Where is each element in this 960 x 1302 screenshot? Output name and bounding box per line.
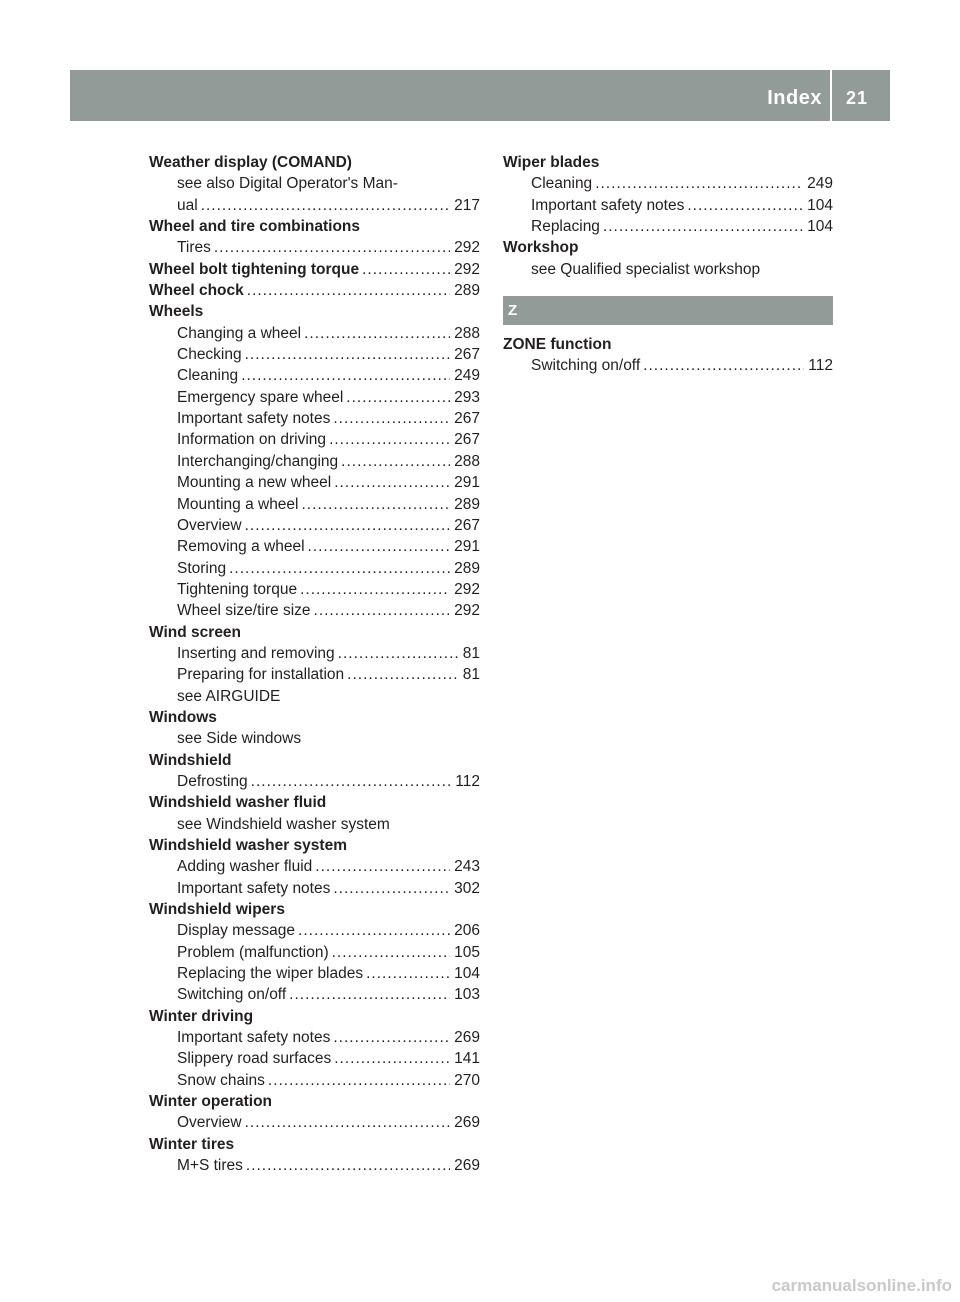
index-entry-label: Switching on/off [177, 986, 287, 1004]
index-entry-page: 291 [454, 474, 480, 492]
index-heading: Wiper blades [503, 154, 600, 171]
index-entry-page: 269 [454, 1114, 480, 1132]
dot-leader [245, 1112, 451, 1133]
index-entry-page: 206 [454, 922, 480, 940]
index-entry[interactable] [149, 195, 480, 216]
page-title: Index [767, 87, 822, 109]
dot-leader [334, 472, 450, 493]
index-entry-page: 269 [454, 1157, 480, 1175]
index-entry[interactable] [503, 173, 833, 194]
index-entry[interactable] [149, 1112, 480, 1133]
index-entry[interactable] [149, 259, 480, 280]
index-entry[interactable] [149, 365, 480, 386]
index-entry-label: Defrosting [177, 772, 248, 790]
index-entry-page: 267 [454, 346, 480, 364]
index-entry-label: Cleaning [177, 367, 239, 385]
dot-leader [332, 942, 451, 963]
index-entry-page: 103 [454, 986, 480, 1004]
index-entry-label: M+S tires [177, 1157, 243, 1175]
index-entry-label: Important safety notes [531, 196, 685, 214]
index-entry-label: Overview [177, 1114, 242, 1132]
dot-leader [595, 173, 803, 194]
index-entry[interactable] [149, 515, 480, 536]
index-entry[interactable] [503, 355, 833, 376]
index-entry-label: Tightening torque [177, 580, 298, 598]
index-entry[interactable] [149, 429, 480, 450]
index-entry[interactable] [149, 579, 480, 600]
index-heading: Weather display (COMAND) [149, 154, 352, 171]
index-entry-page: 112 [808, 357, 833, 375]
dot-leader [346, 387, 450, 408]
index-entry-page: 289 [454, 282, 480, 300]
index-heading: Wheels [149, 303, 204, 321]
index-entry-page: 104 [807, 196, 833, 214]
index-entry-label: Preparing for installation [177, 666, 345, 684]
dot-leader [347, 664, 459, 685]
index-entry-label: Emergency spare wheel [177, 388, 344, 406]
index-entry-label: Changing a wheel [177, 324, 302, 342]
index-entry[interactable] [149, 771, 480, 792]
index-heading: Workshop [503, 239, 579, 257]
index-entry-page: 267 [454, 516, 480, 534]
index-entry-label: Interchanging/changing [177, 452, 339, 470]
dot-leader [333, 408, 450, 429]
dot-leader [334, 1048, 450, 1069]
dot-leader [687, 195, 803, 216]
index-entry-page: 104 [454, 965, 480, 983]
index-entry[interactable] [149, 237, 480, 258]
index-entry-page: 112 [455, 772, 480, 790]
index-entry-page: 269 [454, 1029, 480, 1047]
index-heading: Wind screen [149, 623, 242, 641]
dot-leader [229, 558, 450, 579]
index-entry-label: Wheel size/tire size [177, 602, 311, 620]
page-number: 21 [845, 88, 868, 108]
dot-leader [338, 643, 459, 664]
dot-leader [643, 355, 804, 376]
index-see-also: see Windshield washer system [177, 815, 390, 833]
index-entry[interactable] [149, 878, 480, 899]
index-entry-label: Display message [177, 922, 296, 940]
index-entry-label: Switching on/off [531, 357, 641, 375]
dot-leader [302, 494, 451, 515]
index-entry[interactable] [149, 1155, 480, 1176]
index-entry[interactable] [149, 920, 480, 941]
dot-leader [241, 365, 450, 386]
index-entry-label: Storing [177, 559, 227, 577]
index-entry-page: 292 [454, 260, 480, 278]
index-entry-page: 292 [454, 239, 480, 257]
header-bar [70, 70, 890, 121]
index-entry[interactable] [149, 984, 480, 1005]
dot-leader [289, 984, 450, 1005]
index-entry-page: 288 [454, 452, 480, 470]
index-entry-label: Removing a wheel [177, 538, 305, 556]
dot-leader [315, 856, 450, 877]
index-entry[interactable] [149, 963, 480, 984]
dot-leader [366, 963, 450, 984]
index-heading: Winter driving [149, 1007, 254, 1025]
index-entry[interactable] [149, 536, 480, 557]
index-entry-label: ual [177, 196, 198, 214]
dot-leader [300, 579, 450, 600]
watermark: carmanualsonline.info [771, 1276, 952, 1295]
index-entry-page: 81 [462, 666, 480, 684]
index-entry-label: Replacing the wiper blades [177, 965, 364, 983]
index-entry-label: Mounting a new wheel [177, 474, 332, 492]
dot-leader [329, 429, 450, 450]
index-heading: Windshield [149, 751, 232, 769]
index-entry[interactable] [149, 280, 480, 301]
index-entry-page: 293 [454, 388, 480, 406]
index-entry-label: Cleaning [531, 175, 593, 193]
index-entry-page: 289 [454, 559, 480, 577]
dot-leader [201, 195, 450, 216]
index-entry-label: Important safety notes [177, 410, 331, 428]
dot-leader [268, 1070, 450, 1091]
index-see-also: see also Digital Operator's Man- [177, 175, 398, 193]
index-entry[interactable] [149, 1027, 480, 1048]
index-see-also: see AIRGUIDE [177, 687, 281, 705]
index-entry-label: Problem (malfunction) [177, 943, 329, 961]
index-heading: Windshield wipers [149, 901, 285, 919]
index-entry-page: 243 [454, 858, 480, 876]
dot-leader [214, 237, 450, 258]
index-entry-page: 81 [462, 644, 480, 662]
index-entry-page: 292 [454, 580, 480, 598]
index-entry[interactable] [149, 643, 480, 664]
index-entry[interactable] [149, 408, 480, 429]
index-entry-page: 302 [454, 879, 480, 897]
index-entry-page: 288 [454, 324, 480, 342]
dot-leader [298, 920, 450, 941]
dot-leader [251, 771, 452, 792]
index-entry-page: 249 [807, 175, 833, 193]
index-entry[interactable] [149, 323, 480, 344]
dot-leader [304, 323, 450, 344]
index-heading: Windows [149, 708, 217, 726]
index-entry-page: 141 [454, 1050, 480, 1068]
dot-leader [247, 280, 450, 301]
index-see-also: see Side windows [177, 730, 302, 748]
index-entry[interactable] [149, 942, 480, 963]
index-entry-label: Checking [177, 346, 242, 364]
index-entry-label: Information on driving [177, 431, 327, 449]
dot-leader [362, 259, 450, 280]
index-entry-label: Snow chains [177, 1071, 265, 1089]
index-entry[interactable] [149, 1048, 480, 1069]
index-entry-page: 291 [454, 538, 480, 556]
index-see-also: see Qualified specialist workshop [531, 260, 761, 278]
index-entry-page: 249 [454, 367, 480, 385]
index-entry-label: Slippery road surfaces [177, 1050, 332, 1068]
index-entry[interactable] [149, 558, 480, 579]
index-entry-label: Adding washer fluid [177, 858, 313, 876]
index-column-left [149, 152, 480, 1177]
dot-leader [308, 536, 451, 557]
index-entry[interactable] [149, 344, 480, 365]
index-entry-page: 104 [807, 218, 833, 236]
index-entry-label: Tires [177, 239, 211, 257]
index-heading: Wheel and tire combinations [149, 218, 360, 236]
index-entry[interactable] [149, 472, 480, 493]
index-entry-page: 289 [454, 495, 480, 513]
index-entry-page: 267 [454, 410, 480, 428]
dot-leader [245, 515, 451, 536]
index-entry[interactable] [149, 664, 480, 685]
index-entry[interactable] [149, 387, 480, 408]
index-entry-label: Wheel chock [149, 282, 244, 300]
index-heading: ZONE function [503, 336, 612, 354]
dot-leader [246, 1155, 450, 1176]
dot-leader [341, 451, 450, 472]
index-entry[interactable] [149, 494, 480, 515]
index-entry-label: Important safety notes [177, 1029, 331, 1047]
index-entry[interactable] [503, 216, 833, 237]
index-entry-page: 292 [454, 602, 480, 620]
index-heading: Windshield washer fluid [149, 794, 327, 812]
index-entry-label: Mounting a wheel [177, 495, 299, 513]
index-heading: Winter tires [149, 1135, 235, 1153]
dot-leader [245, 344, 451, 365]
index-heading: Windshield washer system [149, 837, 347, 854]
index-entry-label: Inserting and removing [177, 644, 335, 662]
index-entry-label: Replacing [531, 218, 600, 236]
dot-leader [314, 600, 451, 621]
dot-leader [333, 1027, 450, 1048]
index-column-right [503, 152, 833, 377]
index-entry-label: Important safety notes [177, 879, 331, 897]
index-entry-label: Overview [177, 516, 242, 534]
index-entry[interactable] [149, 600, 480, 621]
index-letter-bar: Z [503, 296, 833, 325]
index-entry[interactable] [149, 856, 480, 877]
index-heading: Winter operation [149, 1093, 273, 1111]
index-entry[interactable] [503, 195, 833, 216]
dot-leader [333, 878, 450, 899]
index-entry[interactable] [149, 1070, 480, 1091]
header-divider [830, 70, 832, 121]
index-entry-page: 105 [454, 943, 480, 961]
index-entry-page: 217 [454, 196, 480, 214]
index-entry[interactable] [149, 451, 480, 472]
index-entry-page: 267 [454, 431, 480, 449]
dot-leader [603, 216, 803, 237]
index-entry-page: 270 [454, 1071, 480, 1089]
index-entry-label: Wheel bolt tightening torque [149, 260, 360, 278]
